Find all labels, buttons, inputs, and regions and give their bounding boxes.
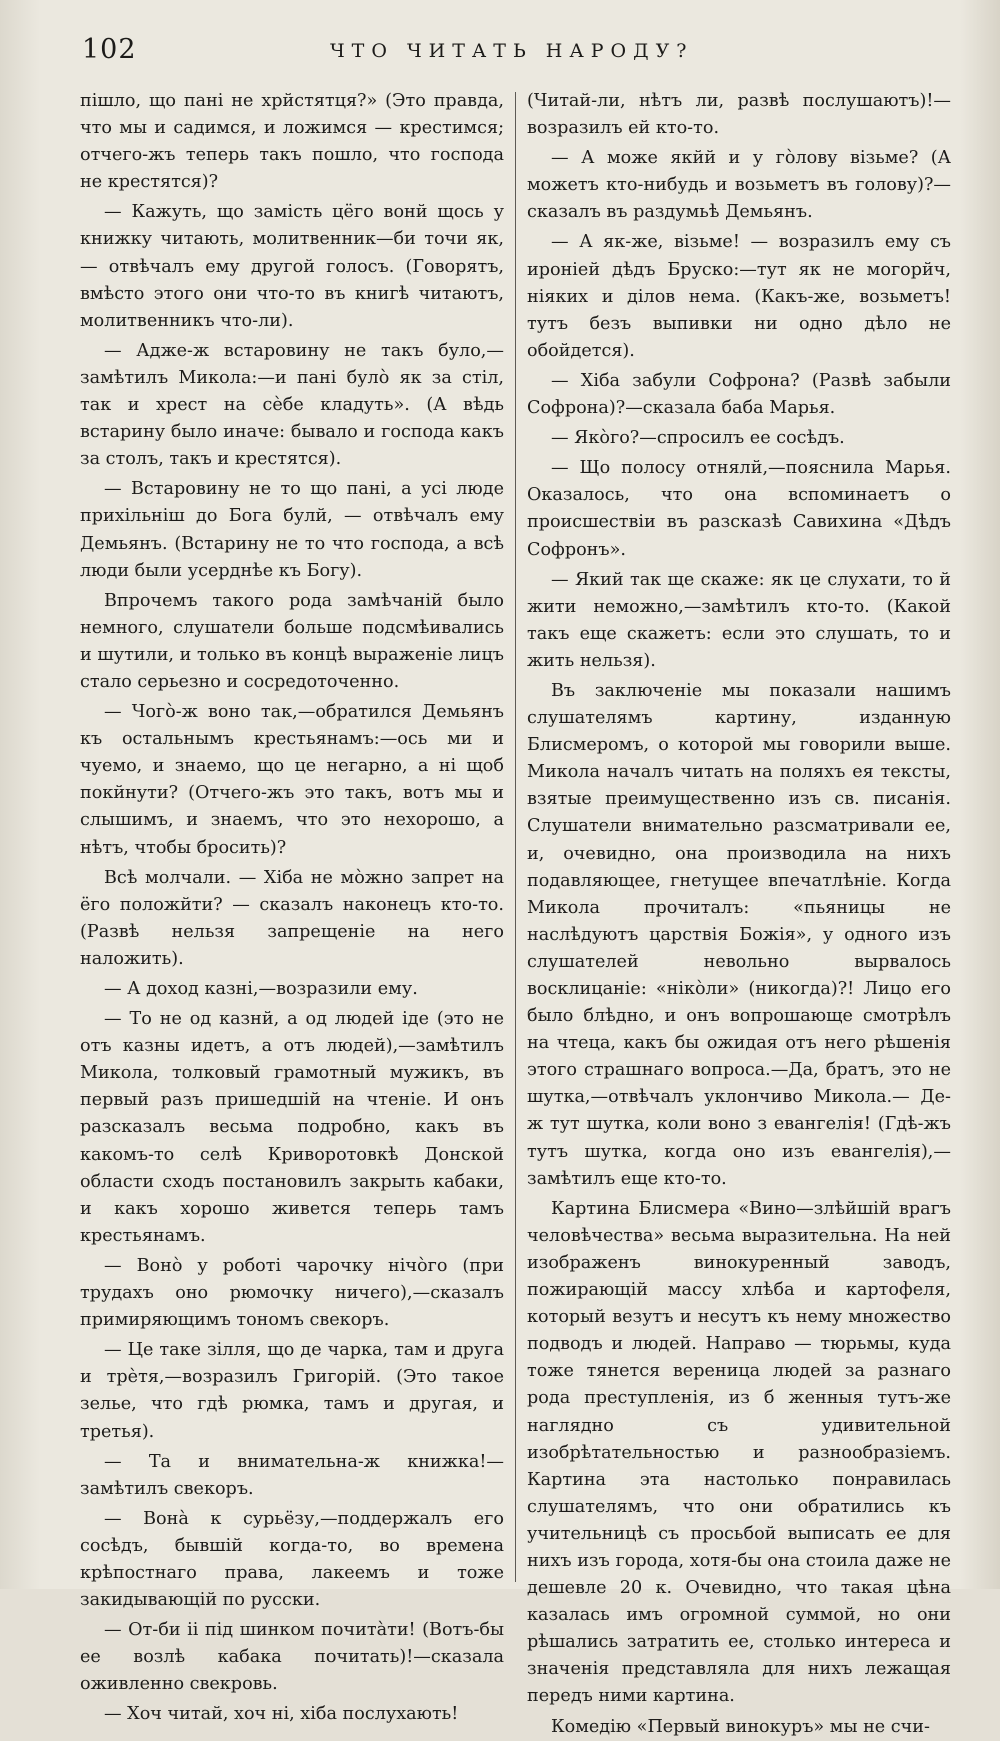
paragraph: — А доход казні,—возразили ему. bbox=[104, 979, 418, 999]
paragraph: (Читай-ли, нѣтъ ли, развѣ послушаютъ)!—возразилъ ей кто-то. bbox=[527, 91, 951, 139]
paragraph: — Це таке зілля, що де чарка, там и друга и трѐтя,—возразилъ Григорій. (Это такое зелье, что гдѣ рюмка, тамъ и другая, и третья). bbox=[80, 1340, 504, 1442]
paragraph: Картина Блисмера «Вино—злѣйшій врагъ человѣчества» весьма выразительна. На ней изображенъ винокуренный заводъ, пожирающій массу хлѣба и картофеля, который везутъ и несутъ къ нему множество подводъ и людей. Направо — тюрьмы, куда тоже тянется вереница людей за разнаго рода преступленія, из б женныя тутъ-же наглядно съ удивительной изобрѣтательностью и разнообразіемъ. Картина эта настолько понравилась слушателямъ, что они обратились къ учительницѣ съ просьбой выписать ее для нихъ изъ города, хотя-бы она стоила даже не дешевле 20 к. Очевидно, что такая цѣна казалась имъ огромной суммой, но они рѣшались затратить ее, столько интереса и значенія представляла для нихъ лежащая передъ ними картина. bbox=[527, 1198, 951, 1707]
running-title: ЧТО ЧИТАТЬ НАРОДУ? bbox=[330, 40, 694, 62]
paragraph: — Який так ще скаже: як це слухати, то й жити неможно,—замѣтилъ кто-то. (Какой такъ еще скажетъ: если это слушать, то и жить нельзя). bbox=[527, 569, 951, 671]
paragraph: — Хіба забули Софрона? (Развѣ забыли Софрона)?—сказала баба Марья. bbox=[527, 370, 951, 419]
paragraph: — Хоч читай, хоч ні, хіба послухають! bbox=[104, 1704, 459, 1725]
paragraph: — А може якйй и у гòлову візьме? (А можетъ кто-нибудь и возьметъ въ голову)?—сказалъ въ раздумьѣ Демьянъ. bbox=[527, 148, 951, 223]
paragraph: — Адже-ж встаровину не такъ було,—замѣтилъ Микола:—и пані булò як за стіл, так и хрест на сѐбе кладуть». (А вѣдь встарину было иначе: бывало и господа какъ за столъ, такъ и крестятся). bbox=[80, 340, 504, 470]
column-divider bbox=[515, 92, 516, 1582]
right-column bbox=[527, 88, 951, 1737]
paragraph: — Вонò у роботі чарочку нічòго (при трудахъ оно рюмочку ничего),—сказалъ примиряющимъ тономъ свекоръ. bbox=[80, 1255, 504, 1331]
paragraph: — Та и внимательна-ж книжка!—замѣтилъ свекоръ. bbox=[80, 1451, 504, 1499]
paragraph: — Що полосу отнялй,—пояснила Марья. Оказалось, что она вспоминаетъ о происшествіи въ разсказѣ Савихина «Дѣдъ Софронъ». bbox=[527, 458, 951, 560]
left-column bbox=[80, 88, 504, 1725]
page-number: 102 bbox=[82, 34, 137, 65]
paragraph: пішло, що пані не хрйстятця?» (Это правда, что мы и садимся, и ложимся — крестимся; отчего-жъ теперь такъ пошло, что господа не крестятся)? bbox=[80, 91, 504, 193]
paragraph: Впрочемъ такого рода замѣчаній было немного, слушатели больше подсмѣивались и шутили, и только въ концѣ выраженіе лицъ стало серьезно и сосредоточенно. bbox=[80, 590, 504, 692]
paragraph: Комедію «Первый винокуръ» мы не счи- bbox=[551, 1716, 930, 1737]
running-head bbox=[82, 30, 712, 76]
paragraph: — То не од казнй, а од людей іде (это не отъ казны идетъ, а отъ людей),—замѣтилъ Микола, толковый грамотный мужикъ, въ первый разъ пришедшій на чтеніе. И онъ разсказалъ весьма подробно, какъ въ какомъ-то селѣ Криворотовкѣ Донской области сходъ постановилъ закрыть кабаки, и какъ хорошо живется теперь тамъ крестьянамъ. bbox=[80, 1009, 504, 1246]
paragraph: Всѣ молчали. — Хіба не мòжно запрет на ёго положйти? — сказалъ наконецъ кто-то. (Развѣ нельзя запрещеніе на него наложить). bbox=[80, 867, 504, 969]
paragraph: — Кажуть, що замість цёго вонй щось у книжку читають, молитвенник—би точи як,— отвѣчалъ ему другой голосъ. (Говорятъ, вмѣсто этого они что-то въ книгѣ читаютъ, молитвенникъ что-ли). bbox=[80, 202, 504, 331]
paragraph: — Якòго?—спросилъ ее сосѣдъ. bbox=[551, 428, 845, 449]
paragraph: — От-би ii під шинком почитàти! (Вотъ-бы ее возлѣ кабака почитать)!—сказала оживленно свекровь. bbox=[80, 1620, 504, 1695]
paragraph: — А як-же, візьме! — возразилъ ему съ ироніей дѣдъ Бруско:—тут як не могорйч, ніяких и ділов нема. (Какъ-же, возьметъ! тутъ безъ выпивки ни одно дѣло не обойдется). bbox=[527, 232, 951, 361]
paragraph: — Встаровину не то що пані, а усі люде прихільніш до Бога булй, — отвѣчалъ ему Демьянъ. (Встарину не то что господа, а всѣ люди были усерднѣе къ Богу). bbox=[80, 479, 504, 581]
paragraph: Въ заключеніе мы показали нашимъ слушателямъ картину, изданную Блисмеромъ, о которой мы говорили выше. Микола началъ читать на поляхъ ея тексты, взятые преимущественно изъ св. писанія. Слушатели внимательно разсматривали ее, и, очевидно, она производила на нихъ подавляющее, гнетущее впечатлѣніе. Когда Микола прочиталъ: «пьяницы не наслѣдуютъ царствія Божія», у одного изъ слушателей невольно вырвалось восклицаніе: «нікòли» (никогда)?! Лицо его было блѣдно, и онъ вопрошающе смотрѣлъ на чтеца, какъ бы ожидая отъ него рѣшенія этого страшнаго вопроса.—Да, братъ, это не шутка,—отвѣчалъ уклончиво Микола.— Де-ж тут шутка, коли воно з евангелія! (Гдѣ-жъ тутъ шутка, когда оно изъ евангелія),—замѣтилъ еще кто-то. bbox=[527, 680, 951, 1189]
paragraph: — Чогò-ж воно так,—обратился Демьянъ къ остальнымъ крестьянамъ:—ось ми и чуемо, и знаемо, що це негарно, а ні щоб покйнути? (Отчего-жъ это такъ, вотъ мы и слышимъ, и знаемъ, что это нехорошо, а нѣтъ, чтобы бросить)? bbox=[80, 702, 504, 858]
paragraph: — Вонà к сурьёзу,—поддержалъ его сосѣдъ, бывшій когда-то, во времена крѣпостнаго права, лакеемъ и тоже закидывающій по русски. bbox=[80, 1508, 504, 1611]
